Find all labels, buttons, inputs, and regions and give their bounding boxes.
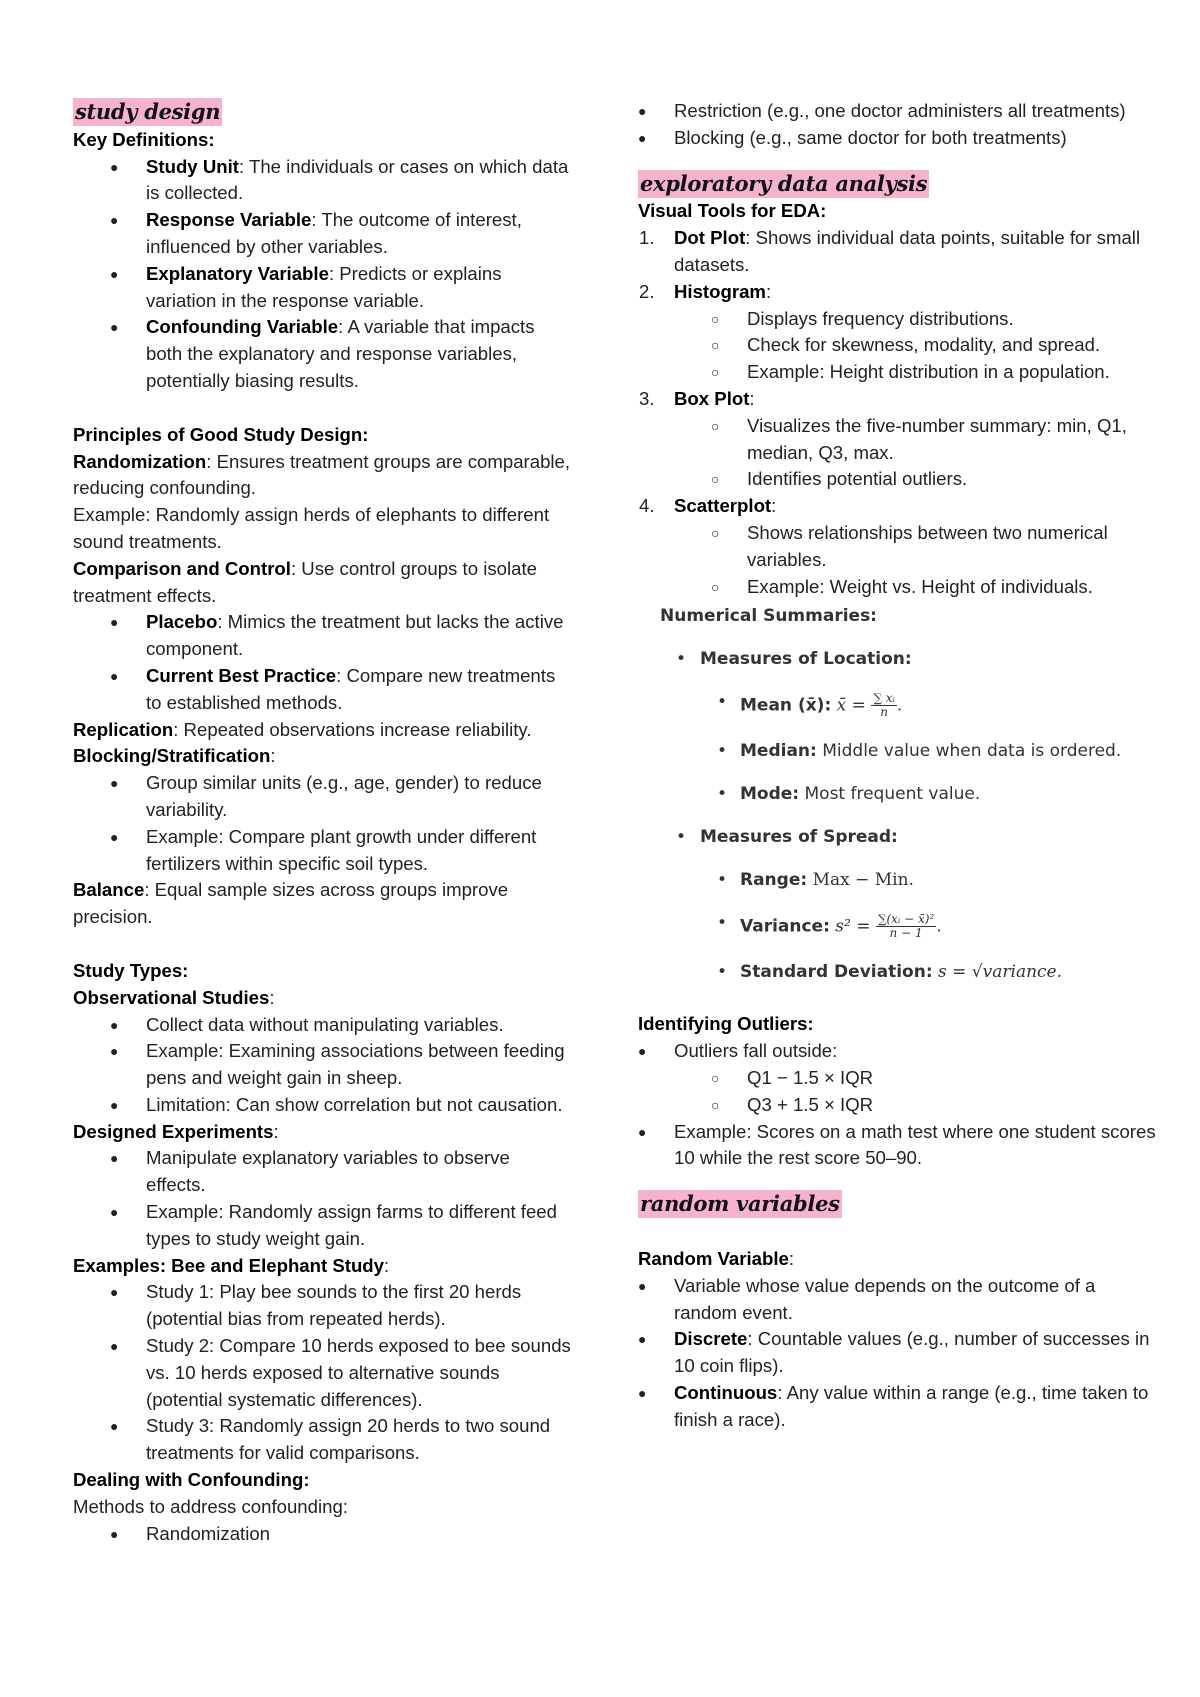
variance-item: • Variance: s² = $\frac{\text{∑(xᵢ − x̄)²}}{n - 1}$ .	[638, 913, 1158, 940]
blocking-list	[73, 770, 573, 877]
visual-tools-list	[601, 225, 1158, 600]
list-item: ● Confounding Variable: A variable that impacts both the explanatory and response variables, potentially biasing results.	[73, 314, 573, 394]
key-definitions-heading: Key Definitions:	[73, 128, 215, 150]
observational-paragraph: Observational Studies:	[73, 986, 275, 1008]
confounding-continued-list	[601, 98, 1158, 152]
sub-list-item: ○ Q1 − 1.5 × IQR	[601, 1065, 1158, 1092]
list-item: ● Continuous: Any value within a range (e.g., time taken to finish a race).	[601, 1380, 1158, 1434]
list-item: ● Explanatory Variable: Predicts or explains variation in the response variable.	[73, 261, 573, 315]
sub-list-item: ○ Shows relationships between two numerical variables.	[601, 520, 1158, 574]
list-item: ● Study 1: Play bee sounds to the first 20 herds (potential bias from repeated herds).	[73, 1279, 573, 1333]
observational-list	[73, 1012, 573, 1119]
section-title-eda: exploratory data analysis	[640, 170, 928, 196]
range-item: • Range: Max − Min.	[638, 870, 1158, 891]
list-item: 3. Box Plot: ○ Visualizes the five-number summary: min, Q1, median, Q3, max. ○ Identifies potential outliers.	[601, 386, 1158, 493]
median-item: • Median: Middle value when data is ordered.	[638, 741, 1158, 762]
sub-list-item: ○ Check for skewness, modality, and spread.	[601, 332, 1158, 359]
randomization-paragraph: Randomization: Ensures treatment groups are comparable, reducing confounding.	[73, 450, 571, 499]
comparison-list	[73, 609, 573, 716]
balance-paragraph: Balance: Equal sample sizes across groups improve precision.	[73, 879, 509, 928]
random-variable-paragraph: Random Variable:	[638, 1247, 795, 1269]
list-item: ● Discrete: Countable values (e.g., number of successes in 10 coin flips).	[601, 1326, 1158, 1380]
sd-item: • Standard Deviation: s = √variance.	[638, 962, 1158, 983]
blocking-paragraph: Blocking/Stratification:	[73, 745, 276, 767]
measures-spread: • Measures of Spread:	[638, 827, 1158, 848]
list-item: ● Manipulate explanatory variables to observe effects.	[73, 1145, 573, 1199]
measures-location: • Measures of Location:	[638, 649, 1158, 670]
list-item: ● Response Variable: The outcome of interest, influenced by other variables.	[73, 207, 573, 261]
list-item: ● Limitation: Can show correlation but not causation.	[73, 1092, 573, 1119]
list-item: ● Example: Randomly assign farms to different feed types to study weight gain.	[73, 1199, 573, 1253]
key-definitions-list	[73, 154, 573, 395]
sub-list-item: ○ Example: Weight vs. Height of individuals.	[601, 574, 1158, 601]
list-item: ● Study Unit: The individuals or cases on which data is collected.	[73, 154, 573, 208]
list-item: ● Example: Scores on a math test where one student scores 10 while the rest score 50–90.	[601, 1119, 1158, 1173]
outliers-heading: Identifying Outliers:	[638, 1013, 814, 1035]
list-item: ● Group similar units (e.g., age, gender) to reduce variability.	[73, 770, 573, 824]
sub-list-item: ○ Visualizes the five-number summary: min, Q1, median, Q3, max.	[601, 413, 1158, 467]
list-item: 1. Dot Plot: Shows individual data points, suitable for small datasets.	[639, 227, 1141, 275]
list-item: ● Example: Examining associations between feeding pens and weight gain in sheep.	[73, 1038, 573, 1092]
list-item: ● Placebo: Mimics the treatment but lacks the active component.	[73, 609, 573, 663]
designed-list	[73, 1145, 573, 1252]
list-item: ● Study 3: Randomly assign 20 herds to two sound treatments for valid comparisons.	[73, 1413, 573, 1467]
sub-list-item: ○ Displays frequency distributions.	[601, 306, 1158, 333]
confounding-intro: Methods to address confounding:	[73, 1495, 348, 1517]
list-item: ● Restriction (e.g., one doctor administers all treatments)	[601, 98, 1158, 125]
left-column	[73, 98, 573, 1547]
list-item: ● Blocking (e.g., same doctor for both treatments)	[601, 125, 1158, 152]
list-item: ● Current Best Practice: Compare new treatments to established methods.	[73, 663, 573, 717]
confounding-list	[73, 1521, 573, 1548]
outliers-list	[601, 1038, 1158, 1172]
confounding-heading: Dealing with Confounding:	[73, 1469, 310, 1491]
numerical-summaries-heading: Numerical Summaries:	[660, 606, 877, 627]
mode-item: • Mode: Most frequent value.	[638, 784, 1158, 805]
comparison-paragraph: Comparison and Control: Use control groups to isolate treatment effects.	[73, 557, 537, 606]
randomization-example: Example: Randomly assign herds of elephants to different sound treatments.	[73, 504, 550, 552]
bee-study-paragraph: Examples: Bee and Elephant Study:	[73, 1254, 390, 1276]
sub-list-item: ○ Q3 + 1.5 × IQR	[601, 1092, 1158, 1119]
sub-list-item: ○ Example: Height distribution in a population.	[601, 359, 1158, 386]
replication-paragraph: Replication: Repeated observations increase reliability.	[73, 718, 532, 740]
bee-study-list	[73, 1279, 573, 1467]
list-item: ● Outliers fall outside: ○ Q1 − 1.5 × IQR ○ Q3 + 1.5 × IQR	[601, 1038, 1158, 1118]
random-variable-list	[601, 1273, 1158, 1434]
list-item: ● Collect data without manipulating variables.	[73, 1012, 573, 1039]
list-item: ● Variable whose value depends on the outcome of a random event.	[601, 1273, 1158, 1327]
principles-heading: Principles of Good Study Design:	[73, 423, 369, 445]
mean-item: • Mean (x̄): x̄ = $\frac{\text{∑ xᵢ}}{n}$ .	[638, 692, 1158, 719]
numerical-summaries	[638, 606, 1158, 983]
visual-tools-heading: Visual Tools for EDA:	[638, 200, 827, 222]
study-types-heading: Study Types:	[73, 959, 189, 981]
section-title-study-design: study design	[75, 99, 221, 124]
list-item: ● Example: Compare plant growth under different fertilizers within specific soil types.	[73, 824, 573, 878]
list-item: ● Study 2: Compare 10 herds exposed to bee sounds vs. 10 herds exposed to alternative sounds (potential systematic differences).	[73, 1333, 573, 1413]
sub-list-item: ○ Identifies potential outliers.	[601, 466, 1158, 493]
section-title-random-variables: random variables	[640, 1191, 840, 1217]
list-item: ● Randomization	[73, 1521, 573, 1548]
right-column	[638, 98, 1158, 1434]
designed-paragraph: Designed Experiments:	[73, 1120, 279, 1142]
list-item: 4. Scatterplot: ○ Shows relationships between two numerical variables. ○ Example: Weight vs. Height of individuals.	[601, 493, 1158, 600]
list-item: 2. Histogram: ○ Displays frequency distributions. ○ Check for skewness, modality, and spread. ○ Example: Height distribution in a population.	[601, 279, 1158, 386]
